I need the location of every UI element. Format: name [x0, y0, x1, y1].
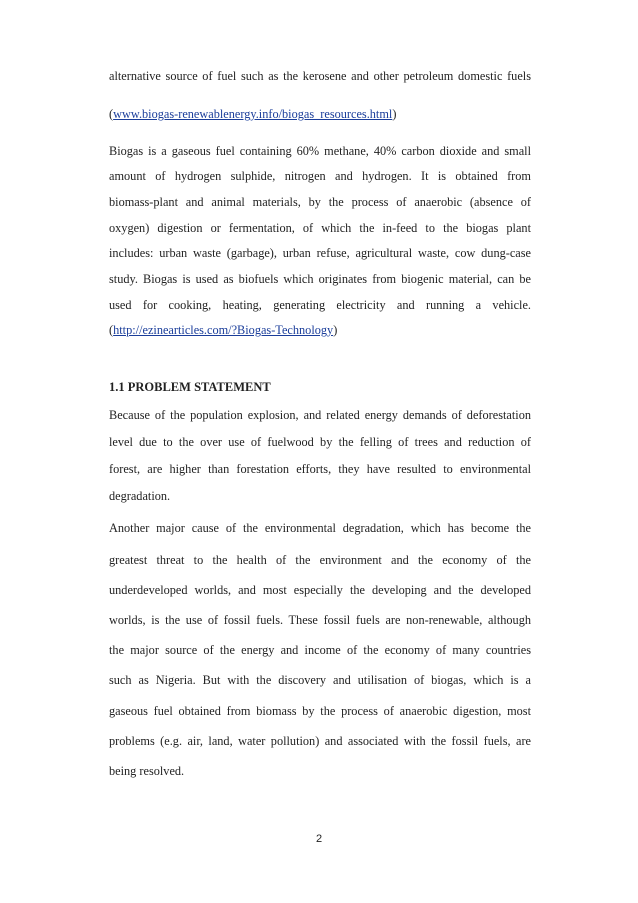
paragraph-line: problems (e.g. air, land, water pollution) and associated with the fossil fuels, are: [109, 734, 531, 748]
paragraph-line: study. Biogas is used as biofuels which originates from biogenic material, can be: [109, 272, 531, 286]
paragraph-line: amount of hydrogen sulphide, nitrogen and hydrogen. It is obtained from: [109, 169, 531, 183]
reference-line: [109, 322, 531, 338]
paragraph-line: biomass-plant and animal materials, by the process of anaerobic (absence of: [109, 195, 531, 209]
paragraph-line: oxygen) digestion or fermentation, of which the in-feed to the biogas plant: [109, 221, 531, 235]
reference-paren-close: ): [392, 107, 397, 121]
paragraph-line: Another major cause of the environmental degradation, which has become the: [109, 521, 531, 535]
reference-paren-open: (: [109, 107, 114, 121]
paragraph-line: used for cooking, heating, generating electricity and running a vehicle.: [109, 298, 531, 312]
paragraph-line: gaseous fuel obtained from biomass by the process of anaerobic digestion, most: [109, 704, 531, 718]
paragraph-line: Because of the population explosion, and related energy demands of deforestation: [109, 408, 531, 422]
paragraph-line: alternative source of fuel such as the kerosene and other petroleum domestic fuels: [109, 69, 531, 83]
biogas-resources-link[interactable]: www.biogas-renewablenergy.info/biogas_resources.html: [113, 107, 393, 121]
paragraph-line: underdeveloped worlds, and most especially the developing and the developed: [109, 583, 531, 597]
paragraph-line: level due to the over use of fuelwood by the felling of trees and reduction of: [109, 435, 531, 449]
paragraph-line: includes: urban waste (garbage), urban refuse, agricultural waste, cow dung-case: [109, 246, 531, 260]
section-heading: 1.1 PROBLEM STATEMENT: [109, 380, 271, 394]
reference-paren-close: ): [333, 323, 338, 337]
paragraph-line: the major source of the energy and income of the economy of many countries: [109, 643, 531, 657]
paragraph-line: such as Nigeria. But with the discovery and utilisation of biogas, which is a: [109, 673, 531, 687]
reference-line: [109, 106, 531, 122]
paragraph-line: greatest threat to the health of the environment and the economy of the: [109, 553, 531, 567]
page-number: 2: [315, 833, 323, 845]
reference-paren-open: (: [109, 323, 114, 337]
paragraph-line: forest, are higher than forestation efforts, they have resulted to environmental: [109, 462, 531, 476]
ezinearticles-link[interactable]: http://ezinearticles.com/?Biogas-Technology: [113, 323, 334, 337]
paragraph-line: worlds, is the use of fossil fuels. These fossil fuels are non-renewable, although: [109, 613, 531, 627]
paragraph-line: being resolved.: [109, 764, 185, 778]
paragraph-line: degradation.: [109, 489, 171, 503]
paragraph-line: Biogas is a gaseous fuel containing 60% methane, 40% carbon dioxide and small: [109, 144, 531, 158]
